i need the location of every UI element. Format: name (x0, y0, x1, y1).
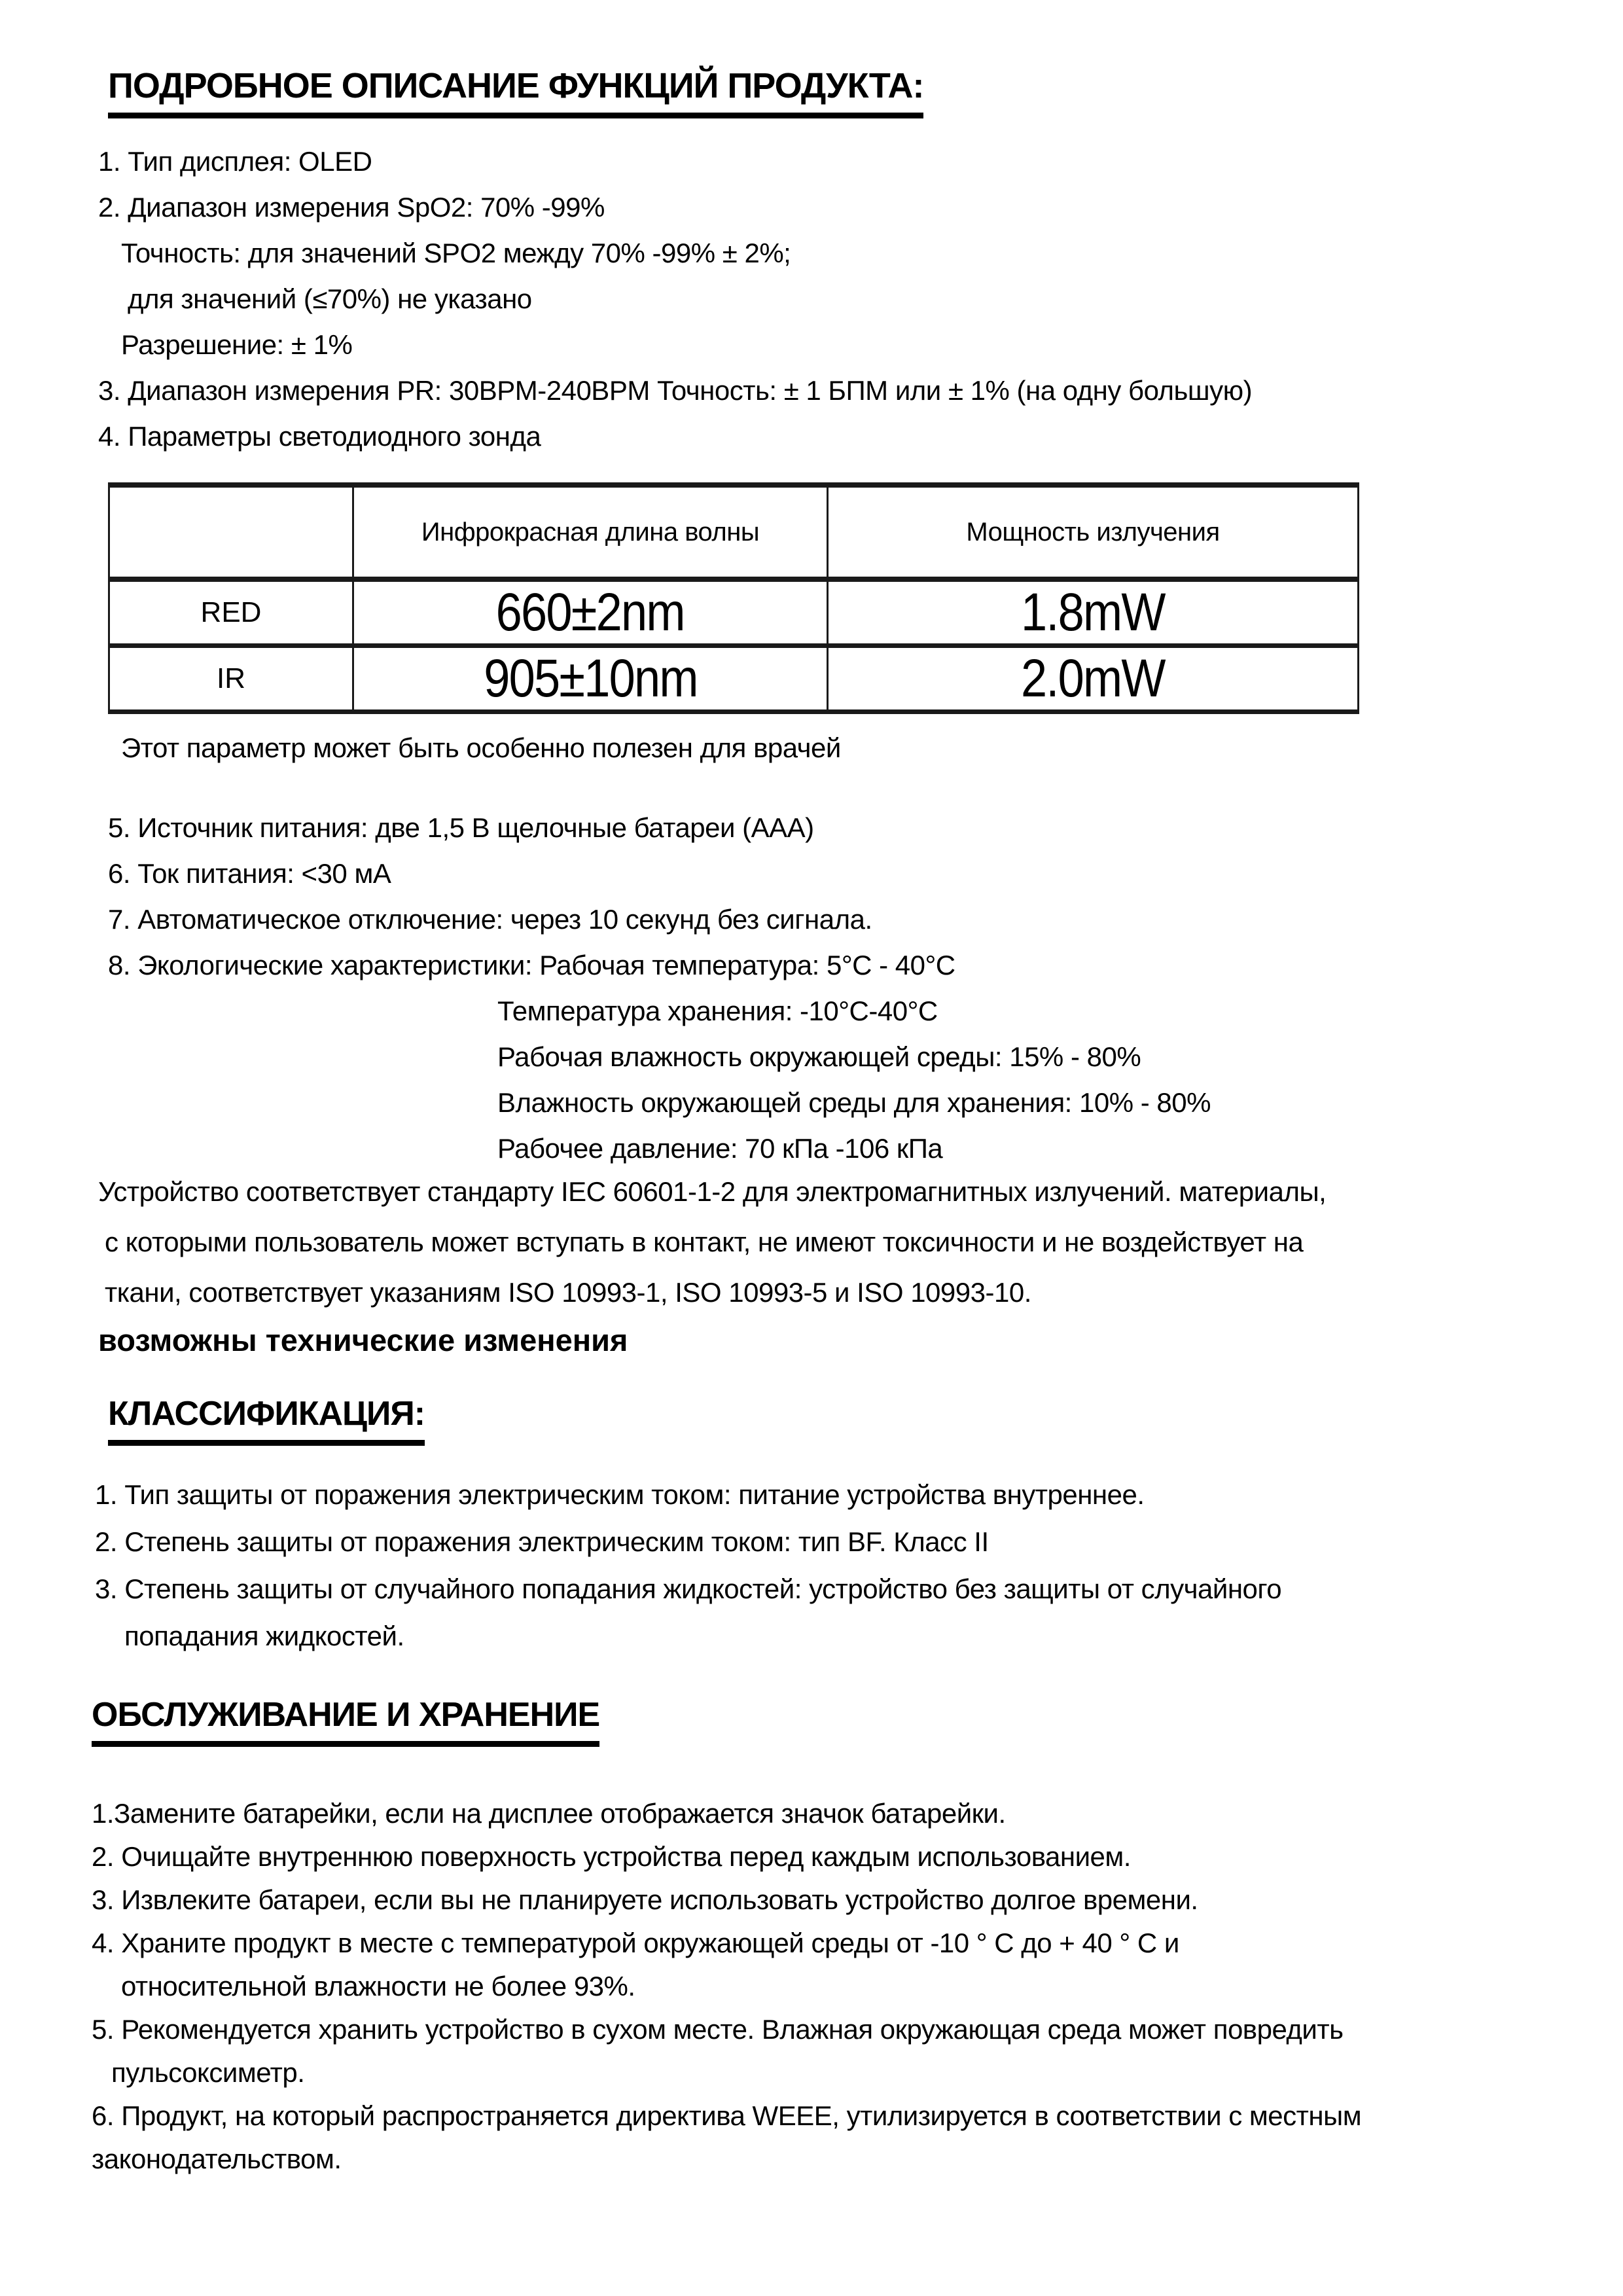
list-item: 2. Очищайте внутреннюю поверхность устройства перед каждым использованием. (92, 1841, 1131, 1872)
technical-changes-note: возможны технические изменения (98, 1323, 628, 1357)
list-item: 5. Рекомендуется хранить устройство в сухом месте. Влажная окружающая среда может повредить (92, 2014, 1344, 2045)
list-item: 8. Экологические характеристики: Рабочая температура: 5°C - 40°C (108, 950, 955, 980)
list-item: для значений (≤70%) не указано (128, 283, 532, 314)
list-item: 4. Храните продукт в месте с температурой окружающей среды от -10 ° C до + 40 ° C и (92, 1928, 1179, 1958)
table-note: Этот параметр может быть особенно полезен для врачей (121, 732, 841, 763)
list-item: Температура хранения: -10°C-40°C (497, 996, 938, 1026)
list-item: законодательством. (92, 2144, 342, 2174)
list-item: 4. Параметры светодиодного зонда (98, 421, 541, 452)
list-item: 7. Автоматическое отключение: через 10 секунд без сигнала. (108, 904, 872, 935)
section-title-functions: ПОДРОБНОЕ ОПИСАНИЕ ФУНКЦИЙ ПРОДУКТА: (108, 65, 923, 118)
classification-list (95, 1471, 1281, 1660)
table-row (109, 646, 1359, 712)
compliance-paragraph (98, 1166, 1326, 1318)
list-item: Разрешение: ± 1% (121, 329, 353, 360)
list-item: Точность: для значений SPO2 между 70% -99% ± 2%; (121, 238, 791, 268)
list-item: пульсоксиметр. (111, 2057, 305, 2088)
table-header-row (109, 485, 1359, 579)
list-item: попадания жидкостей. (124, 1621, 404, 1651)
list-item: 3. Извлеките батареи, если вы не планируете использовать устройство долгое времени. (92, 1884, 1198, 1915)
list-item: 2. Диапазон измерения SpO2: 70% -99% (98, 192, 605, 223)
list-item: Рабочая влажность окружающей среды: 15% - 80% (497, 1041, 1141, 1072)
list-item: 1.Замените батарейки, если на дисплее отображается значок батарейки. (92, 1798, 1006, 1829)
list-item: 6. Ток питания: <30 мА (108, 858, 391, 889)
list-item: Рабочее давление: 70 кПа -106 кПа (497, 1133, 943, 1164)
wavelength-value: 660±2nm (495, 583, 685, 642)
paragraph-line: ткани, соответствует указаниям ISO 10993-1, ISO 10993-5 и ISO 10993-10. (105, 1277, 1031, 1308)
led-probe-table (108, 482, 1359, 714)
list-item: 2. Степень защиты от поражения электрическим током: тип BF. Класс II (95, 1526, 989, 1557)
table-header-wavelength: Инфрокрасная длина волны (353, 485, 828, 579)
list-item: 3. Степень защиты от случайного попадания жидкостей: устройство без защиты от случайного (95, 1573, 1282, 1604)
paragraph-line: с которыми пользователь может вступать в контакт, не имеют токсичности и не воздействует на (105, 1227, 1304, 1257)
table-cell-wavelength (353, 646, 828, 712)
functions-list (98, 139, 1252, 459)
table-row (109, 579, 1359, 646)
table-cell-wavelength (353, 579, 828, 646)
power-value: 1.8mW (1021, 583, 1165, 642)
specs-list (108, 805, 1211, 1172)
table-header-empty (109, 485, 353, 579)
list-item: 1. Тип дисплея: OLED (98, 146, 372, 177)
table-header-power: Мощность излучения (828, 485, 1359, 579)
list-item: 5. Источник питания: две 1,5 В щелочные батареи (AAA) (108, 812, 814, 843)
list-item: Влажность окружающей среды для хранения: 10% - 80% (497, 1087, 1211, 1118)
paragraph-line: Устройство соответствует стандарту IEC 60601-1-2 для электромагнитных излучений. материалы, (98, 1176, 1327, 1207)
section-title-maintenance: ОБСЛУЖИВАНИЕ И ХРАНЕНИЕ (92, 1695, 599, 1747)
table-cell-row-label: IR (109, 646, 353, 712)
table-cell-power (828, 646, 1359, 712)
table-cell-power (828, 579, 1359, 646)
table-cell-row-label: RED (109, 579, 353, 646)
list-item: относительной влажности не более 93%. (121, 1971, 635, 2001)
list-item: 6. Продукт, на который распространяется директива WEEE, утилизируется в соответствии с местным (92, 2100, 1362, 2131)
list-item: 3. Диапазон измерения PR: 30BPM-240BPM Точность: ± 1 БПМ или ± 1% (на одну большую) (98, 375, 1253, 406)
wavelength-value: 905±10nm (483, 649, 698, 708)
section-title-classification: КЛАССИФИКАЦИЯ: (108, 1394, 425, 1446)
power-value: 2.0mW (1021, 649, 1165, 708)
list-item: 1. Тип защиты от поражения электрическим током: питание устройства внутреннее. (95, 1479, 1145, 1510)
maintenance-list (92, 1792, 1361, 2181)
